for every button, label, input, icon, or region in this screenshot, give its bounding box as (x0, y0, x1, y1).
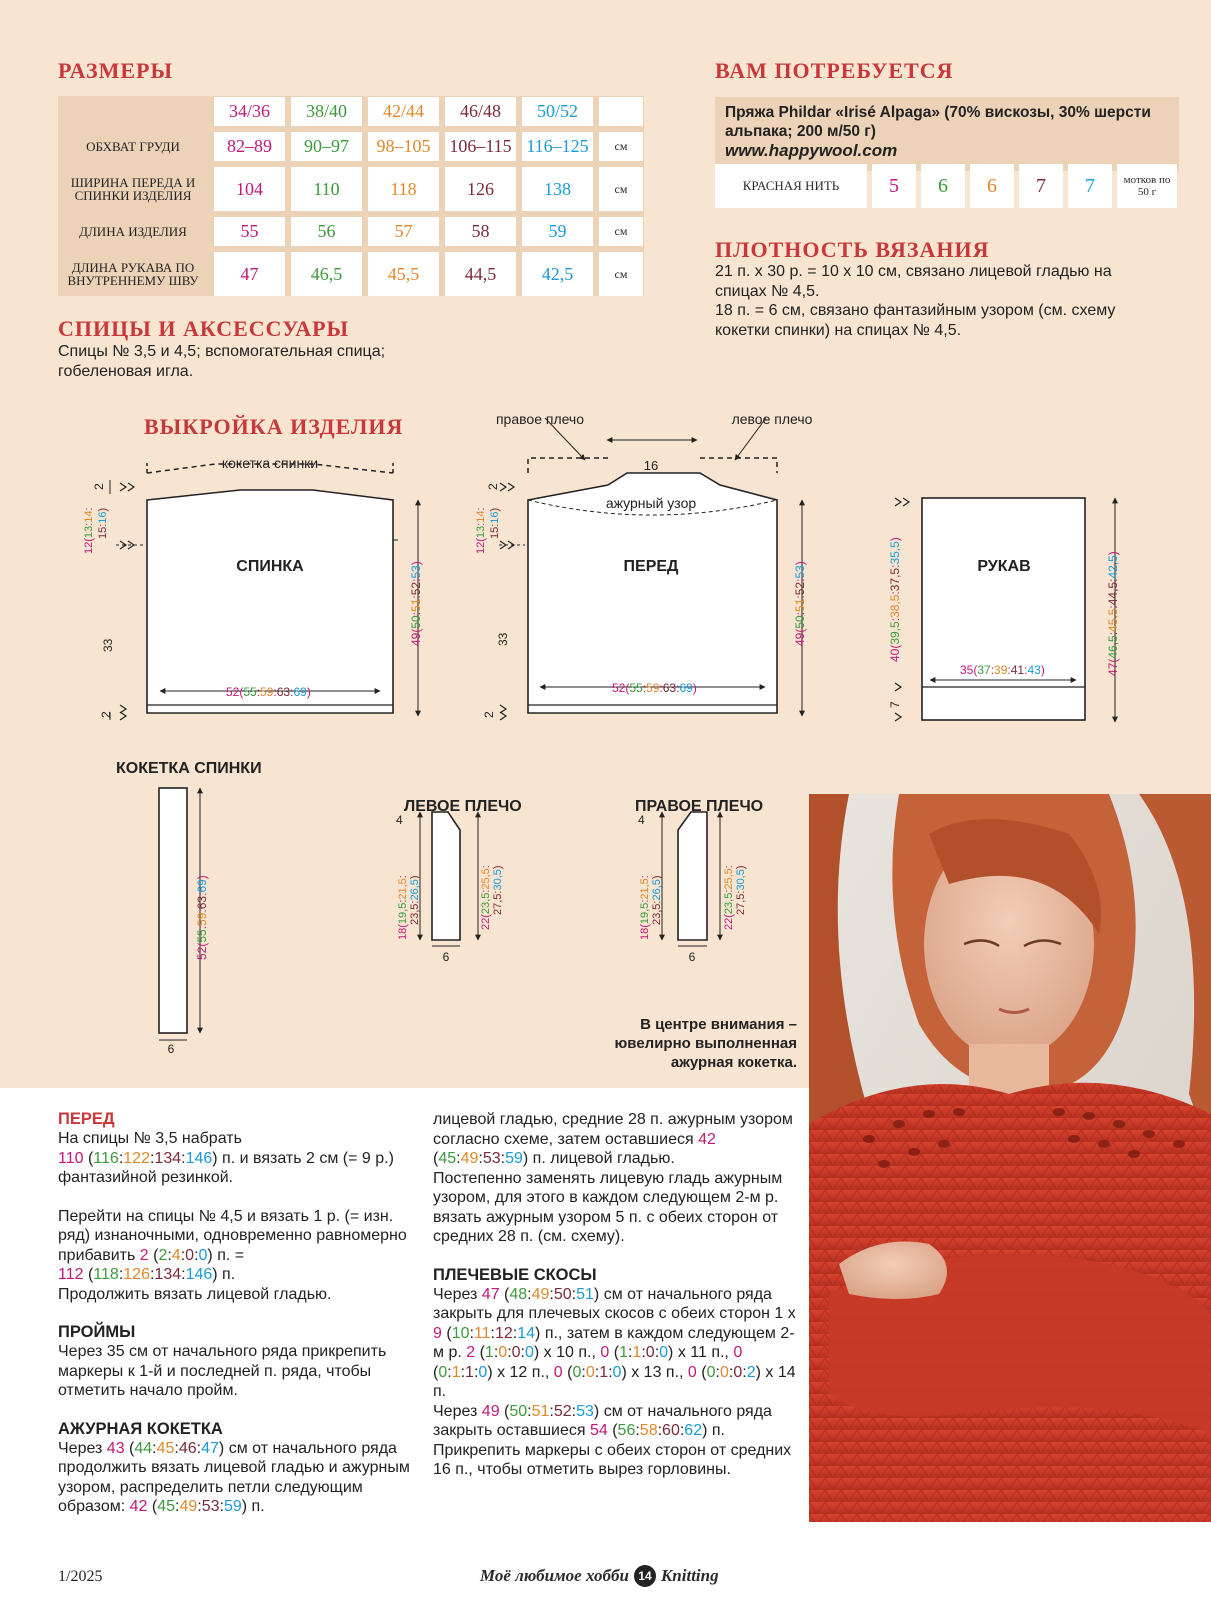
left-shoulder-title: ЛЕВОЕ ПЛЕЧО (404, 798, 522, 815)
row-label: ДЛИНА ИЗДЕЛИЯ (58, 217, 208, 246)
back-length-label: 49(50:51:52:53) (409, 561, 423, 646)
back-width-label: 52(55:59:63:69) (226, 685, 311, 699)
front-dim-33: 33 (496, 632, 510, 646)
right-shoulder-title: ПРАВОЕ ПЛЕЧО (635, 798, 764, 815)
yoke-back-piece (159, 788, 200, 1040)
front-armhole-label: 12(13:14: (475, 507, 487, 554)
needles-title: СПИЦЫ И АКСЕССУАРЫ (58, 316, 350, 341)
shoulders-title: ПЛЕЧЕВЫЕ СКОСЫ (433, 1265, 597, 1284)
photo-caption: В центре внимания – ювелирно выполненная ажурная кокетка. (614, 1016, 797, 1071)
neck-width: 16 (643, 458, 659, 473)
col2-text-1: лицевой гладью, средние 28 п. ажурным узором согласно схеме, затем оставшиеся 42 (45:49:53:59) п. лицевой гладью. (433, 1111, 793, 1167)
armholes-title: ПРОЙМЫ (58, 1323, 136, 1341)
table-cell: 6 (970, 164, 1014, 208)
back-armhole-label: 12(13:14: (83, 507, 95, 554)
front-dim-2b: 2 (482, 711, 496, 718)
gauge-text-1: 21 п. х 30 р. = 10 х 10 см, связано лицевой гладью на спицах № 4,5. (715, 263, 1112, 300)
size-header: 42/44 (368, 97, 439, 126)
front-section-title: ПЕРЕД (58, 1110, 115, 1128)
neck-text: Прикрепить маркеры с обеих сторон от средних 16 п., чтобы отметить вырез горловины. (433, 1441, 792, 1478)
table-cell: 45,5 (368, 252, 439, 296)
back-dim-33: 33 (101, 638, 115, 652)
left-sh-label-b: 23,5:26,5) (409, 875, 421, 925)
table-cell: 59 (522, 217, 593, 246)
pattern-title: ВЫКРОЙКА ИЗДЕЛИЯ (144, 414, 404, 439)
unit-cell: см (599, 167, 643, 211)
table-cell: 47 (214, 252, 285, 296)
yoke-width: 6 (167, 1042, 175, 1056)
unit-cell: см (599, 217, 643, 246)
back-armhole-label-2: 15:16) (97, 507, 109, 539)
front-dim-2: 2 (486, 483, 500, 490)
brand-name: Knitting (660, 1566, 719, 1585)
back-piece (110, 463, 418, 720)
sleeve-label: РУКАВ (977, 558, 1031, 575)
table-cell: 90–97 (291, 132, 362, 161)
table-cell: 126 (445, 167, 516, 211)
sizes-title: РАЗМЕРЫ (58, 58, 174, 83)
yoke-title: АЖУРНАЯ КОКЕТКА (58, 1419, 223, 1438)
page-number: 14 (634, 1565, 656, 1587)
gauge-title: ПЛОТНОСТЬ ВЯЗАНИЯ (715, 237, 990, 262)
right-shoulder-label: правое плечо (495, 411, 585, 427)
sleeve-piece (895, 498, 1115, 722)
right-sh-label-b: 23,5:26,5) (651, 875, 663, 925)
back-label: СПИНКА (236, 558, 304, 575)
right-sh-label-c: 22(23,5:25,5: (723, 865, 735, 930)
color-label: КРАСНАЯ НИТЬ (715, 164, 867, 208)
sleeve-length-label: 40(39,5:38,5:37,5:35,5) (888, 537, 902, 662)
unit-cell: мотков по 50 г (1117, 164, 1177, 208)
table-cell: 106–115 (445, 132, 516, 161)
size-header: 46/48 (445, 97, 516, 126)
left-shoulder-piece (420, 812, 478, 946)
front-width-label: 52(55:59:63:69) (612, 681, 697, 695)
footer-brand (480, 1565, 719, 1587)
size-header: 38/40 (291, 97, 362, 126)
size-header: 34/36 (214, 97, 285, 126)
table-cell: 138 (522, 167, 593, 211)
yarn-quantity-table (710, 164, 1182, 208)
front-text-1: На спицы № 3,5 набрать 110 (116:122:134:146) п. и вязать 2 см (= 9 р.) фантазийной резинкой. (58, 1130, 394, 1186)
front-armhole-label-2: 15:16) (489, 507, 501, 539)
yoke-back-title: КОКЕТКА СПИНКИ (116, 760, 262, 777)
table-cell: 7 (1019, 164, 1063, 208)
table-cell: 42,5 (522, 252, 593, 296)
table-cell: 104 (214, 167, 285, 211)
table-cell: 57 (368, 217, 439, 246)
table-cell: 6 (921, 164, 965, 208)
right-shoulder-piece (662, 812, 720, 946)
row-label: ШИРИНА ПЕРЕДА И СПИНКИ ИЗДЕЛИЯ (58, 167, 208, 211)
materials-title: ВАМ ПОТРЕБУЕТСЯ (715, 58, 954, 83)
table-cell: 5 (872, 164, 916, 208)
front-length-label: 49(50:51:52:53) (793, 561, 807, 646)
table-cell: 44,5 (445, 252, 516, 296)
unit-cell: см (599, 132, 643, 161)
shoulders-text: Через 47 (48:49:50:51) см от начального ряда закрыть для плечевых скосов с обеих сторон 1 х 9 (10:11:12:14) п., затем в каждом следующем 2-м р. 2 (1:0:0:0) х 10 п., 0 (1:1:0:0) х 11 п., 0 (0:1:1:0) х 12 п., 0 (0:0:1:0) х 13 п., 0 (0:0:0:2) х 14 п. Через 49 (50:51:52:53) см от начального ряда закрыть оставшиеся 54 (56:58:60:62) п. (433, 1285, 796, 1439)
left-shoulder-width: 6 (442, 950, 450, 964)
back-dim-2b: 2 (99, 711, 113, 718)
right-shoulder-width: 6 (688, 950, 696, 964)
sizes-table (52, 91, 649, 302)
front-text-2: Перейти на спицы № 4,5 и вязать 1 р. (= изн. ряд) изнаночными, одновременно равномерно прибавить 2 (2:4:0:0) п. = 112 (118:126:134:146) п. Продолжить вязать лицевой гладью. (58, 1207, 407, 1303)
gauge-text-2: 18 п. = 6 см, связано фантазийным узором (см. схему кокетки спинки) на спицах № 4,5. (715, 302, 1116, 339)
needles-text: Спицы № 3,5 и 4,5; вспомогательная спица; гобеленовая игла. (58, 343, 386, 380)
unit-cell: см (599, 252, 643, 296)
table-cell: 56 (291, 217, 362, 246)
yarn-box (715, 97, 1179, 171)
table-cell: 7 (1068, 164, 1112, 208)
table-cell: 58 (445, 217, 516, 246)
sleeve-total-label: 47(46,5:45,5:44,5:42,5) (1106, 551, 1120, 676)
back-dim-2: 2 (92, 483, 106, 490)
armholes-text: Через 35 см от начального ряда прикрепить маркеры к 1-й и последней п. ряда, чтобы отметить начало пройм. (58, 1343, 387, 1399)
right-shoulder-dim-4: 4 (638, 813, 645, 827)
yoke-length-label: 52(55:59:63:69) (195, 875, 209, 960)
yarn-url: www.happywool.com (725, 141, 898, 160)
table-cell: 82–89 (214, 132, 285, 161)
instructions-col-1 (58, 1110, 418, 1517)
row-label: ДЛИНА РУКАВА ПО ВНУТРЕННЕМУ ШВУ (58, 252, 208, 296)
col2-text-2: Постепенно заменять лицевую гладь ажурным узором, для этого в каждом следующем 2-м р. вязать ажурным узором 5 п. с обеих сторон от средних 28 п. (см. схему). (433, 1169, 783, 1245)
left-sh-label-d: 27,5:30,5) (492, 865, 504, 915)
table-cell: 46,5 (291, 252, 362, 296)
size-header: 50/52 (522, 97, 593, 126)
front-label: ПЕРЕД (623, 558, 679, 575)
table-cell: 118 (368, 167, 439, 211)
sleeve-dim-7: 7 (888, 701, 902, 708)
left-shoulder-dim-4: 4 (396, 813, 403, 827)
yoke-back-label: кокетка спинки (221, 455, 319, 471)
lace-label: ажурный узор (605, 495, 697, 511)
right-sh-label-a: 18(19,5:21,5: (639, 875, 651, 940)
table-cell: 55 (214, 217, 285, 246)
left-sh-label-a: 18(19,5:21,5: (397, 875, 409, 940)
yarn-text: Пряжа Phildar «Irisé Alpaga» (70% вискозы, 30% шерсти альпака; 200 м/50 г) (725, 104, 1151, 140)
left-sh-label-c: 22(23,5:25,5: (480, 865, 492, 930)
instructions-col-2 (433, 1110, 798, 1480)
row-label: ОБХВАТ ГРУДИ (58, 132, 208, 161)
table-cell: 116–125 (522, 132, 593, 161)
table-cell: 110 (291, 167, 362, 211)
right-sh-label-d: 27,5:30,5) (735, 865, 747, 915)
sweater-photo (809, 794, 1211, 1522)
sleeve-width-label: 35(37:39:41:43) (960, 663, 1045, 677)
table-cell: 98–105 (368, 132, 439, 161)
yoke-text: Через 43 (44:45:46:47) см от начального ряда продолжить вязать лицевой гладью и ажурным узором, распределить петли следующим образом: 42 (45:49:53:59) п. (58, 1439, 410, 1515)
left-shoulder-label: левое плечо (731, 411, 813, 427)
issue-number: 1/2025 (58, 1568, 103, 1585)
magazine-name: Моё любимое хобби (480, 1566, 629, 1585)
